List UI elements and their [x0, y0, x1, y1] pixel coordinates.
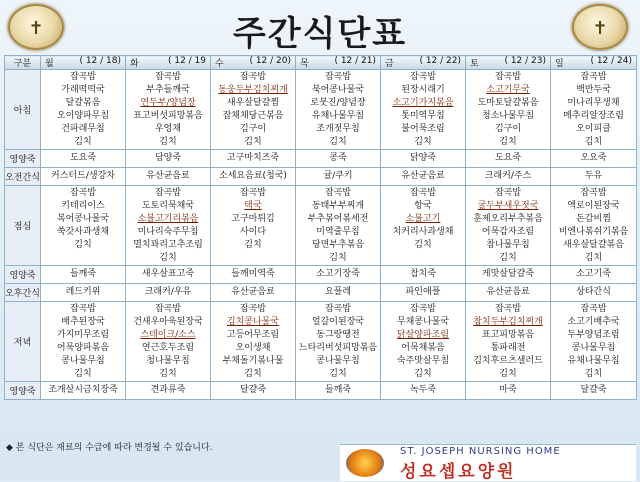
day-name: 일: [555, 59, 564, 69]
brand-banner: [340, 444, 636, 481]
header-day: [381, 56, 466, 70]
cross-icon: ✝: [592, 18, 608, 39]
menu-item: 어묵감자조림: [481, 226, 535, 237]
menu-item: 북어콩나물국: [311, 84, 365, 95]
menu-item: 연두부/양념장: [140, 97, 196, 108]
menu-item: 새우살표고죽: [141, 269, 195, 279]
menu-item: 김치: [244, 136, 262, 147]
menu-item: 김치: [499, 136, 517, 147]
menu-item: 김치후르츠샐러드: [473, 355, 543, 366]
menu-item: 어묵양파볶음: [56, 342, 110, 353]
menu-item: 잡곡밥: [239, 303, 267, 314]
menu-item: 배추된장국: [61, 316, 105, 327]
menu-item: 잡곡밥: [580, 303, 607, 314]
table-row: [5, 284, 637, 302]
menu-cell: [41, 382, 126, 400]
menu-cell: [466, 284, 551, 302]
table-row: [5, 70, 637, 150]
menu-item: 미나리숙주무침: [137, 226, 199, 237]
menu-item: 닭양죽: [409, 153, 437, 163]
menu-item: 부추들깨국: [146, 84, 190, 95]
menu-item: 도토리묵채국: [141, 200, 195, 211]
menu-cell: [381, 168, 466, 186]
menu-item: 콩죽: [329, 153, 347, 163]
day-date: ( 12 / 22): [419, 56, 461, 66]
menu-item: [41, 252, 125, 265]
menu-item: 무채콩나물국: [396, 316, 450, 327]
menu-item: 달걀죽: [580, 385, 607, 395]
menu-cell: [41, 186, 126, 266]
menu-item: 스테이크/소스: [140, 329, 196, 340]
menu-item: 잡곡밥: [494, 303, 522, 314]
brand-english-name: ST. JOSEPH NURSING HOME: [400, 446, 561, 457]
menu-cell: [466, 150, 551, 168]
table-row: [5, 186, 637, 266]
menu-cell: [211, 302, 296, 382]
menu-cell: [551, 186, 637, 266]
menu-item: 불어묵조림: [401, 123, 445, 134]
day-name: 토: [470, 59, 479, 69]
menu-item: 김구이: [494, 123, 522, 134]
menu-cell: [466, 266, 551, 284]
menu-item: 엑로이된장국: [567, 200, 620, 211]
menu-cell: [551, 150, 637, 168]
menu-item: 김치: [499, 252, 517, 263]
menu-item: 김치: [159, 368, 177, 379]
menu-item: 굴두부새우젓국: [477, 200, 539, 211]
menu-item: 오이양파무침: [56, 110, 110, 121]
menu-item: 유채나물무침: [567, 355, 620, 366]
menu-cell: [126, 382, 211, 400]
menu-item: 귤/쿠키: [323, 171, 353, 181]
menu-item: 김치: [74, 136, 92, 147]
menu-item: 닭살양파조림: [396, 329, 450, 340]
menu-cell: [211, 284, 296, 302]
day-name: 수: [215, 59, 224, 69]
menu-item: 견과류죽: [150, 385, 186, 395]
menu-cell: [381, 284, 466, 302]
menu-cell: [126, 284, 211, 302]
menu-item: 김치: [159, 252, 177, 263]
menu-cell: [466, 70, 551, 150]
menu-item: 잡곡밥: [409, 303, 437, 314]
meal-label: 오후간식: [5, 284, 41, 302]
menu-item: 잡곡밥: [324, 303, 352, 314]
menu-item: 잡곡밥: [69, 303, 97, 314]
menu-item: 표고피망볶음: [481, 329, 535, 340]
meal-label: 영양죽: [5, 266, 41, 284]
menu-cell: [466, 302, 551, 382]
menu-item: 잡곡밥: [154, 303, 182, 314]
menu-item: 된장시래기: [401, 84, 445, 95]
menu-item: 상타간식: [576, 287, 611, 297]
menu-cell: [551, 382, 637, 400]
menu-item: 파인애플: [405, 287, 441, 297]
menu-item: 김치: [584, 136, 603, 147]
menu-cell: [296, 302, 381, 382]
menu-item: 동웅두부김치찌개: [218, 84, 288, 95]
menu-item: 김치: [74, 368, 92, 379]
menu-item: 연근호두조림: [141, 342, 195, 353]
day-name: 금: [385, 59, 394, 69]
menu-item: 잡곡밥: [409, 71, 437, 82]
menu-item: 레드키위: [65, 287, 101, 297]
menu-item: 들깨미역죽: [231, 269, 275, 279]
menu-item: 톳미역무침: [401, 110, 445, 121]
menu-cell: [466, 186, 551, 266]
menu-item: 택국: [244, 200, 262, 211]
day-date: ( 12 / 24): [590, 56, 632, 66]
menu-cell: [41, 302, 126, 382]
menu-item: 들깨죽: [69, 269, 97, 279]
menu-item: 소불고기: [405, 213, 441, 224]
menu-item: 커스터드/생강차: [51, 171, 115, 181]
menu-item: 김치: [414, 136, 432, 147]
header-gubun: 구분: [5, 56, 41, 70]
menu-item: 당면부추볶음: [311, 239, 365, 250]
menu-item: 우엉채: [154, 123, 182, 134]
menu-item: 오이생채: [235, 342, 271, 353]
menu-item: 유산균음료: [401, 171, 445, 181]
menu-cell: [41, 168, 126, 186]
menu-cell: [41, 150, 126, 168]
menu-item: 건새우아욱된장국: [133, 316, 203, 327]
menu-item: 잡곡밥: [154, 187, 182, 198]
menu-item: 로붓진/양념장: [310, 97, 366, 108]
menu-cell: [41, 284, 126, 302]
menu-cell: [551, 284, 637, 302]
menu-item: 숙주맛살무침: [396, 355, 450, 366]
menu-item: 달걀죽: [239, 385, 267, 395]
menu-cell: [381, 302, 466, 382]
menu-item: 김구이: [239, 123, 267, 134]
menu-item: 돈감비찜: [576, 213, 611, 224]
menu-cell: [126, 266, 211, 284]
menu-cell: [211, 168, 296, 186]
menu-item: 오요죽: [580, 153, 607, 163]
menu-item: 조개살시금치장죽: [48, 385, 118, 395]
menu-item: 잡곡밥: [154, 71, 182, 82]
menu-item: 김치: [414, 239, 432, 250]
title-bar: [0, 0, 640, 56]
menu-item: 미역줄무침: [316, 226, 360, 237]
menu-item: 콩나물무침: [316, 355, 360, 366]
menu-item: 잡곡밥: [239, 71, 267, 82]
menu-cell: [126, 302, 211, 382]
menu-item: 김치: [74, 239, 92, 250]
meal-label: 영양죽: [5, 150, 41, 168]
menu-item: 동태부부찌개: [311, 200, 365, 211]
table-row: [5, 302, 637, 382]
menu-cell: [296, 382, 381, 400]
menu-item: 마죽: [499, 385, 517, 395]
menu-cell: [381, 266, 466, 284]
header-day: [41, 56, 126, 70]
menu-cell: [466, 382, 551, 400]
menu-item: 도요죽: [494, 153, 522, 163]
menu-item: 김치콩나물국: [226, 316, 280, 327]
menu-item: 김치: [244, 368, 262, 379]
menu-item: 잡곡밥: [69, 187, 97, 198]
weekly-menu-table: [4, 55, 637, 400]
menu-cell: [381, 186, 466, 266]
menu-item: 잡곡밥: [239, 187, 267, 198]
menu-item: 잡곡밥: [409, 187, 437, 198]
table-row: [5, 266, 637, 284]
menu-item: [211, 252, 295, 265]
menu-item: 부채돌기볶나물: [222, 355, 284, 366]
day-name: 화: [130, 59, 139, 69]
menu-item: 크래커/우유: [144, 287, 192, 297]
menu-item: 얼갈이된장국: [311, 316, 365, 327]
menu-item: 항국: [414, 200, 432, 211]
menu-item: 표고버섯피망볶음: [133, 110, 203, 121]
meal-label: 점심: [5, 186, 41, 266]
menu-cell: [126, 70, 211, 150]
menu-item: 유채나물무침: [311, 110, 365, 121]
menu-item: 청나물무침: [146, 355, 190, 366]
menu-item: 멸치꽈리고추조림: [133, 239, 203, 250]
menu-item: 동그랑땡전: [316, 329, 360, 340]
header-day: [126, 56, 211, 70]
meal-label: 오전간식: [5, 168, 41, 186]
menu-cell: [296, 150, 381, 168]
menu-item: 잡곡밥: [580, 187, 607, 198]
menu-cell: [126, 186, 211, 266]
menu-item: 잡곡밥: [494, 71, 522, 82]
day-date: ( 12 / 20): [249, 56, 291, 66]
menu-item: 김치: [499, 368, 517, 379]
menu-item: 새우살달걀찜: [226, 97, 280, 108]
menu-item: 요플레: [324, 287, 352, 297]
menu-item: 참나물무침: [486, 239, 530, 250]
menu-item: 잡곡밥: [324, 187, 352, 198]
page-title: 주간식단표: [232, 14, 408, 54]
menu-item: 잡곡밥: [580, 71, 607, 82]
menu-cell: [211, 186, 296, 266]
menu-item: 조개젓무침: [316, 123, 360, 134]
menu-cell: [211, 382, 296, 400]
menu-item: 치커리사과생채: [392, 226, 454, 237]
menu-item: 비엔나볶쉬기볶음: [558, 226, 629, 237]
cross-icon: ✝: [28, 18, 44, 39]
footer-note: ◆ 본 식단은 재료의 수급에 따라 변경될 수 있습니다.: [6, 443, 213, 453]
table-row: [5, 150, 637, 168]
menu-item: 소고기무국: [486, 84, 530, 95]
menu-item: 김치: [584, 252, 603, 263]
menu-item: 새우살달걀볶음: [563, 239, 624, 250]
menu-cell: [296, 186, 381, 266]
day-name: 목: [300, 59, 309, 69]
menu-item: 고구마치즈죽: [226, 153, 280, 163]
menu-item: 메추리알장조림: [563, 110, 624, 121]
menu-item: 키테리이스: [61, 200, 105, 211]
menu-item: 참치두부김치찌개: [473, 316, 543, 327]
menu-item: 훈제오리부추볶음: [473, 213, 543, 224]
meal-label: 아침: [5, 70, 41, 150]
menu-item: 오이피클: [576, 123, 611, 134]
menu-item: 김치: [584, 368, 603, 379]
menu-item: [381, 252, 465, 265]
menu-item: 잡곡밥: [69, 71, 97, 82]
menu-cell: [466, 168, 551, 186]
menu-item: 느타리버섯피망볶음: [298, 342, 378, 353]
menu-item: 가지미무조림: [56, 329, 110, 340]
menu-item: 소세요음료(청국): [219, 171, 287, 181]
menu-cell: [381, 382, 466, 400]
menu-item: 김치: [414, 368, 432, 379]
menu-item: 유산균음료: [146, 171, 190, 181]
menu-cell: [126, 168, 211, 186]
day-date: ( 12 / 21): [334, 56, 376, 66]
menu-item: 잡채채당근볶음: [222, 110, 284, 121]
menu-item: 잡곡밥: [324, 71, 352, 82]
menu-cell: [551, 266, 637, 284]
menu-item: 콩나물무침: [61, 355, 105, 366]
menu-cell: [296, 168, 381, 186]
menu-item: 미나리무생채: [567, 97, 620, 108]
menu-item: 들깨죽: [324, 385, 352, 395]
menu-item: 쑥갓사과생채: [56, 226, 110, 237]
menu-item: 김치: [329, 252, 347, 263]
day-name: 월: [45, 59, 54, 69]
menu-item: 김치: [244, 239, 262, 250]
brand-korean-name: 성요셉요양원: [400, 462, 517, 482]
menu-cell: [551, 70, 637, 150]
menu-cell: [551, 302, 637, 382]
header-day: [466, 56, 551, 70]
menu-cell: [296, 70, 381, 150]
menu-item: 게맛살달걀죽: [481, 269, 535, 279]
menu-cell: [126, 150, 211, 168]
menu-item: 소고기장죽: [316, 269, 360, 279]
header-day: [296, 56, 381, 70]
menu-cell: [211, 70, 296, 150]
menu-item: 유산균음료: [486, 287, 530, 297]
header-day: [211, 56, 296, 70]
seal-logo-right: [572, 4, 628, 50]
meal-label: 영양죽: [5, 382, 41, 400]
menu-item: 건파래무침: [61, 123, 105, 134]
menu-item: 잡곡밥: [494, 187, 522, 198]
menu-item: 백반두국: [576, 84, 611, 95]
menu-item: 도요죽: [69, 153, 97, 163]
meal-label: 저녁: [5, 302, 41, 382]
menu-item: 어묵채볶음: [401, 342, 445, 353]
menu-item: 고등어무조림: [226, 329, 280, 340]
day-date: ( 12 / 23): [504, 56, 546, 66]
menu-cell: [296, 266, 381, 284]
day-date: ( 12 / 18): [79, 56, 121, 66]
menu-item: 찹치죽: [409, 269, 437, 279]
menu-item: 고구마튀김: [231, 213, 275, 224]
menu-item: 달걀볶음: [65, 97, 101, 108]
menu-cell: [41, 70, 126, 150]
menu-cell: [381, 150, 466, 168]
menu-item: 두유: [584, 171, 603, 181]
table-row: [5, 382, 637, 400]
menu-item: 도마토달걀볶음: [477, 97, 539, 108]
menu-cell: [381, 70, 466, 150]
menu-item: 크래커/주스: [484, 171, 532, 181]
menu-item: 복어콩나물국: [56, 213, 110, 224]
menu-item: 소고기배추국: [567, 316, 620, 327]
menu-cell: [211, 150, 296, 168]
menu-item: 사이다: [239, 226, 267, 237]
header-day: [551, 56, 637, 70]
menu-item: 소불고기리볶음: [137, 213, 199, 224]
menu-cell: [41, 266, 126, 284]
menu-item: 두부양념조림: [567, 329, 620, 340]
menu-item: 소고기죽: [576, 269, 611, 279]
menu-item: 가래떡떡국: [61, 84, 105, 95]
menu-item: 담양죽: [154, 153, 182, 163]
menu-cell: [551, 168, 637, 186]
menu-item: 부추볶어볶세전: [307, 213, 369, 224]
menu-item: 청소나물무침: [481, 110, 535, 121]
menu-item: 통파래전: [490, 342, 526, 353]
menu-item: 김치: [329, 136, 347, 147]
menu-item: 콩나물무침: [571, 342, 616, 353]
menu-item: 김치: [329, 368, 347, 379]
day-date: ( 12 / 19: [167, 56, 206, 66]
menu-item: 유산균음료: [231, 287, 275, 297]
menu-cell: [296, 284, 381, 302]
menu-item: 소고기가지볶음: [392, 97, 454, 108]
globe-logo-icon: [346, 449, 384, 477]
menu-item: 녹두죽: [409, 385, 437, 395]
table-header-row: [5, 56, 637, 70]
table-row: [5, 168, 637, 186]
menu-item: 김치: [159, 136, 177, 147]
menu-cell: [211, 266, 296, 284]
